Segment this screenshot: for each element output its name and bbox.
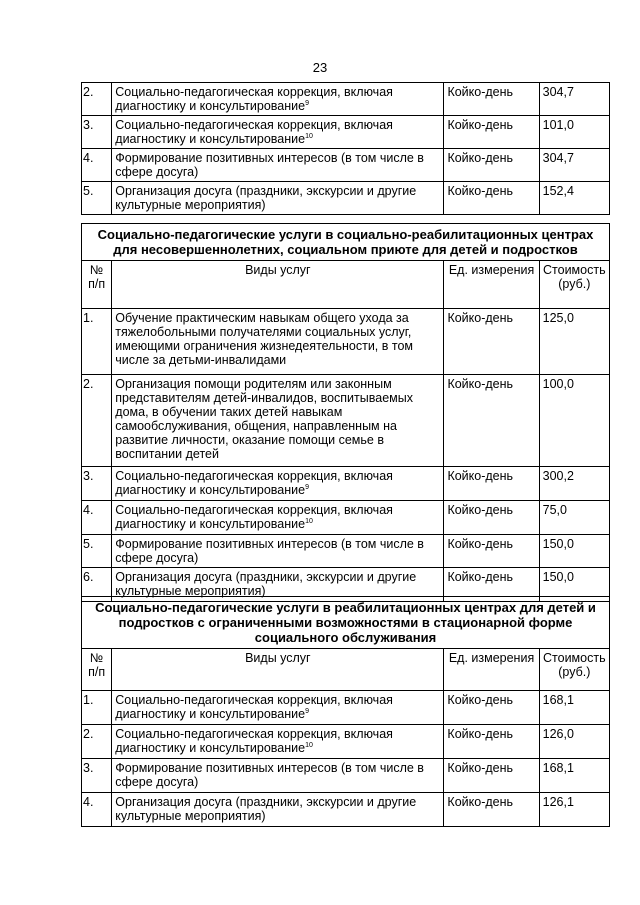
table-body [82,309,610,602]
row-unit [444,116,539,149]
row-unit-text: Койко-день [447,570,514,584]
row-price-text: 168,1 [542,761,574,775]
row-unit-text: Койко-день [447,184,514,198]
table-title: Социально-педагогические услуги в реабилитационных центрах для детей и подростков с ограниченными возможностями в стационарной форме социального обслуживания [82,597,610,649]
row-price [539,501,609,535]
table-row [82,691,610,725]
row-unit-text: Койко-день [447,693,514,707]
row-service [112,375,444,467]
row-service-text: Социально-педагогическая коррекция, включая диагностику и консультирование [115,85,393,113]
row-num-text: 3. [83,761,94,775]
row-price [539,759,609,793]
row-num [82,149,112,182]
row-unit [444,793,539,827]
row-service [112,793,444,827]
row-num-text: 4. [83,151,94,165]
row-service [112,501,444,535]
row-unit [444,501,539,535]
row-service-text: Социально-педагогическая коррекция, включая диагностику и консультирование [115,727,393,755]
services-table-continuation [81,82,610,215]
row-num [82,467,112,501]
header-service: Виды услуг [112,649,444,691]
row-service [112,759,444,793]
row-service [112,691,444,725]
table-row [82,375,610,467]
row-unit-text: Койко-день [447,151,514,165]
row-num-text: 5. [83,184,94,198]
row-num [82,501,112,535]
row-price [539,691,609,725]
footnote-marker: 9 [305,99,309,107]
table-header-row [82,649,610,691]
row-num-text: 1. [83,693,94,707]
footnote-marker: 9 [305,483,309,491]
row-num [82,375,112,467]
row-price [539,182,609,215]
row-unit [444,759,539,793]
row-service [112,309,444,375]
table-row [82,535,610,568]
row-service [112,467,444,501]
header-num: № п/п [82,261,112,309]
row-price [539,467,609,501]
row-service-text: Организация помощи родителям или законным представителям детей-инвалидов, воспитываемых дома, в обучении таких детей навыкам самообслуживания, общения, направленным на развитие личности, оказание помощи семье в воспитании детей [115,377,413,461]
row-price [539,793,609,827]
row-unit [444,467,539,501]
row-unit [444,725,539,759]
row-price-text: 304,7 [542,151,574,165]
row-unit [444,375,539,467]
row-num [82,83,112,116]
row-num-text: 2. [83,85,94,99]
row-service [112,83,444,116]
row-num [82,116,112,149]
row-unit [444,182,539,215]
row-price-text: 304,7 [542,85,574,99]
row-price [539,116,609,149]
row-service-text: Социально-педагогическая коррекция, включая диагностику и консультирование [115,118,393,146]
row-unit-text: Койко-день [447,537,514,551]
row-service-text: Социально-педагогическая коррекция, включая диагностику и консультирование [115,469,393,497]
table-title-row [82,597,610,649]
row-unit-text: Койко-день [447,469,514,483]
row-price-text: 126,0 [542,727,574,741]
table-row [82,116,610,149]
table-row [82,725,610,759]
row-price-text: 300,2 [542,469,574,483]
footnote-marker: 10 [305,741,313,749]
row-num [82,535,112,568]
row-unit-text: Койко-день [447,118,514,132]
row-num-text: 2. [83,377,94,391]
row-num [82,182,112,215]
footnote-marker: 10 [305,517,313,525]
row-unit [444,83,539,116]
row-price-text: 150,0 [542,570,574,584]
row-unit-text: Койко-день [447,85,514,99]
row-num [82,793,112,827]
row-num-text: 4. [83,795,94,809]
header-unit: Ед. измерения [444,649,539,691]
row-unit [444,535,539,568]
row-num-text: 6. [83,570,94,584]
row-price [539,725,609,759]
row-service [112,725,444,759]
table-body [82,83,610,215]
row-service-text: Организация досуга (праздники, экскурсии и другие культурные мероприятия) [115,570,417,598]
services-table-rehab-centers [81,223,610,602]
header-unit: Ед. измерения [444,261,539,309]
row-num [82,725,112,759]
row-price [539,309,609,375]
row-price [539,83,609,116]
row-service [112,535,444,568]
row-price-text: 152,4 [542,184,574,198]
row-num-text: 2. [83,727,94,741]
footnote-marker: 10 [305,132,313,140]
header-num: № п/п [82,649,112,691]
table-row [82,309,610,375]
table-title-row [82,224,610,261]
row-price-text: 126,1 [542,795,574,809]
header-price: Стоимость (руб.) [539,261,609,309]
row-unit-text: Койко-день [447,377,514,391]
row-price-text: 125,0 [542,311,574,325]
row-num-text: 3. [83,469,94,483]
row-service-text: Формирование позитивных интересов (в том числе в сфере досуга) [115,537,424,565]
row-service-text: Социально-педагогическая коррекция, включая диагностику и консультирование [115,503,393,531]
header-price: Стоимость (руб.) [539,649,609,691]
services-table-disabled-children [81,596,610,827]
row-num-text: 5. [83,537,94,551]
row-num-text: 4. [83,503,94,517]
row-unit-text: Койко-день [447,795,514,809]
row-unit [444,149,539,182]
row-service [112,116,444,149]
row-unit-text: Койко-день [447,503,514,517]
row-price [539,149,609,182]
row-service [112,149,444,182]
table-header-row [82,261,610,309]
row-unit-text: Койко-день [447,311,514,325]
row-unit [444,309,539,375]
table-row [82,501,610,535]
row-price-text: 168,1 [542,693,574,707]
table-row [82,793,610,827]
table-row [82,83,610,116]
row-num [82,691,112,725]
row-service-text: Формирование позитивных интересов (в том числе в сфере досуга) [115,151,424,179]
row-unit-text: Койко-день [447,727,514,741]
row-service-text: Обучение практическим навыкам общего ухода за тяжелобольными получателями социальных услуг, имеющими ограничения жизнедеятельности, в том числе за детьми-инвалидами [115,311,413,367]
row-unit [444,691,539,725]
row-service-text: Организация досуга (праздники, экскурсии и другие культурные мероприятия) [115,184,417,212]
row-service-text: Социально-педагогическая коррекция, включая диагностику и консультирование [115,693,393,721]
row-price-text: 100,0 [542,377,574,391]
row-unit-text: Койко-день [447,761,514,775]
table-row [82,759,610,793]
row-price [539,375,609,467]
row-num [82,309,112,375]
page-number: 23 [312,60,328,75]
footnote-marker: 9 [305,707,309,715]
row-num [82,759,112,793]
row-price [539,535,609,568]
row-service [112,182,444,215]
row-num-text: 1. [83,311,94,325]
table-row [82,149,610,182]
row-service-text: Организация досуга (праздники, экскурсии и другие культурные мероприятия) [115,795,417,823]
row-service-text: Формирование позитивных интересов (в том числе в сфере досуга) [115,761,424,789]
row-num-text: 3. [83,118,94,132]
row-price-text: 150,0 [542,537,574,551]
table-body [82,691,610,827]
table-row [82,182,610,215]
header-service: Виды услуг [112,261,444,309]
table-title: Социально-педагогические услуги в социально-реабилитационных центрах для несовершеннолетних, социальном приюте для детей и подростков [82,224,610,261]
row-price-text: 101,0 [542,118,574,132]
table-row [82,467,610,501]
row-price-text: 75,0 [542,503,567,517]
